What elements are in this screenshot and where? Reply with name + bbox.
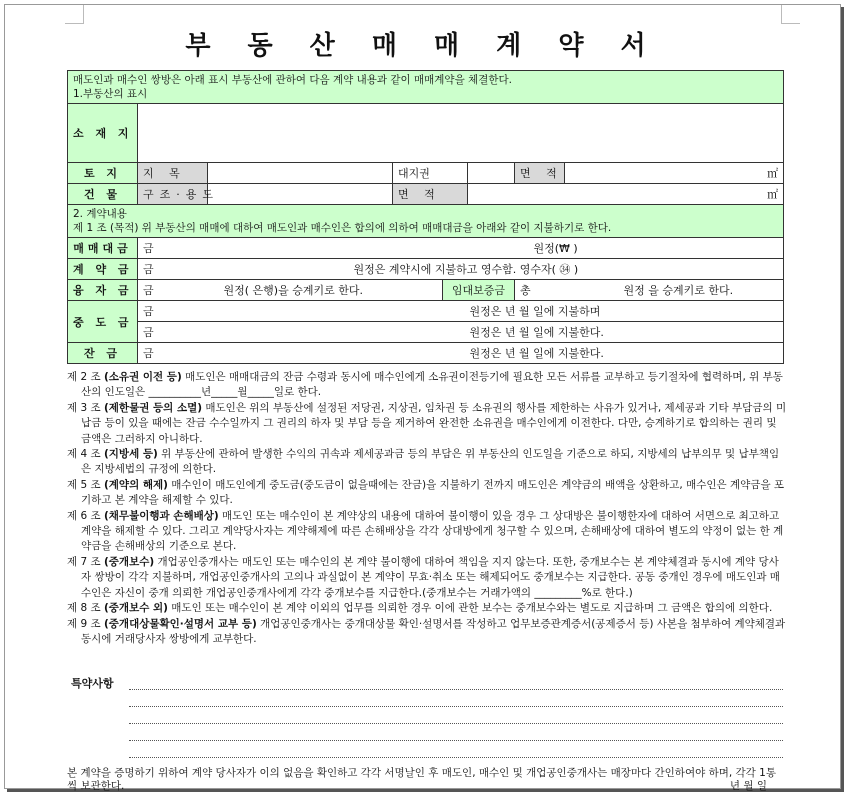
balance-label: 잔 금 [68,343,138,364]
clause-text: 매도인 또는 매수인이 본 계약 이외의 업무를 의뢰한 경우 이에 관한 보수는 중개보수와는 별도로 지급하며 그 금액은 합의에 의한다. [167,602,773,615]
lease-text: 원정 을 승계키로 한다. [623,284,734,297]
closing-text: 본 계약을 증명하기 위하여 계약 당사자가 이의 없음을 확인하고 각각 서명날인 후 매도인, 매수인 및 개업공인중개사는 매장마다 간인하여야 하며, 각각 1통씩 보관한다. [67,767,776,792]
land-area-field[interactable] [565,163,784,184]
loan-text: 원정( 은행)을 승계키로 한다. [223,284,363,297]
clause-number: 제 9 조 [67,617,104,630]
land-label: 토 지 [68,163,138,184]
middle-field-2[interactable] [138,322,784,343]
clause-number: 제 5 조 [67,478,104,491]
special-terms-label: 특약사항 [71,677,114,690]
clause-number: 제 7 조 [67,555,104,568]
clause-text: 매수인이 매도인에게 중도금(중도금이 없을때에는 잔금)을 지불하기 전까지 매도인은 계약금의 배액을 상환하고, 매수인은 계약금을 포기하고 본 계약을 해제할 수 있다. [81,478,785,507]
intro-cell [68,71,784,104]
clause-3 [67,401,787,447]
daejigwon-label: 대지권 [393,163,468,184]
price-field[interactable] [138,238,784,259]
middle-text-2: 원정은 년 월 일에 지불한다. [469,326,604,339]
clause-6 [67,509,787,555]
middle-label: 중 도 금 [68,301,138,343]
clause-title: (중개보수 외) [103,602,168,615]
clause-2 [67,370,787,401]
structure-label: 구조·용도 [138,184,208,205]
location-label: 소 재 지 [68,104,138,163]
clause-8 [67,601,787,616]
clause-title: (제한물권 등의 소멸) [103,401,203,414]
clause-text: 매도인은 매매대금의 잔금 수령과 동시에 매수인에게 소유권이전등기에 필요한 모든 서류를 교부하고 등기절차에 협력하며, 위 부동산의 인도일은 __________년_____월_____일로 한다. [81,371,783,399]
deposit-field[interactable] [138,259,784,280]
middle-text-1: 원정은 년 월 일에 지불하며 [469,305,601,318]
price-label: 매매대금 [68,238,138,259]
special-terms-line[interactable] [129,757,783,758]
clause-text: 위 부동산에 관하여 발생한 수익의 귀속과 제세공과금 등의 부담은 위 부동산의 인도일을 기준으로 하되, 지방세의 납부의무 및 납부책임은 지방세법의 규정에 의한다. [81,448,780,476]
clauses-block [67,370,787,647]
clause-number: 제 3 조 [67,401,104,414]
clause-5 [67,478,787,509]
unit-sqm: ㎡ [767,167,779,180]
document-page [4,4,841,792]
clause-9 [67,617,787,648]
clause-title: (중개대상물확인·설명서 교부 등) [103,617,257,630]
special-terms-line[interactable] [129,723,783,724]
won-prefix: 금 [143,263,154,276]
clause-title: (중개보수) [103,555,155,568]
won-prefix: 금 [143,347,154,360]
clause-4 [67,447,787,478]
contract-table [67,70,784,364]
loan-field[interactable] [138,280,443,301]
section2-heading: 2. 계약내용 [73,208,127,220]
jimok-label: 지 목 [138,163,208,184]
unit-sqm: ㎡ [767,188,779,201]
clause-title: (계약의 해제) [103,478,168,491]
price-text: 원정(₩ ) [533,242,578,255]
deposit-label: 계 약 금 [68,259,138,280]
daejigwon-field[interactable] [468,163,515,184]
won-prefix: 금 [143,284,154,297]
document-title: 부 동 산 매 매 계 약 서 [185,31,660,61]
clause-7 [67,555,787,601]
closing-statement [67,767,785,793]
building-label: 건 물 [68,184,138,205]
clause-text: 개업공인중개사는 중개대상물 확인·설명서를 작성하고 업무보증관계증서(공제증서 등) 사본을 첨부하여 계약체결과 동시에 거래당사자 쌍방에게 교부한다. [81,617,789,645]
clause-1: 제 1 조 (목적) 위 부동산의 매매에 대하여 매도인과 매수인은 합의에 의하여 매매대금을 아래와 같이 지불하기로 한다. [73,222,612,234]
contract-section-cell [68,205,784,238]
clause-text: 개업공인중개사는 매도인 또는 매수인의 본 계약 불이행에 대하여 책임을 지지 않는다. 또한, 중개보수는 본 계약체결과 동시에 계약 당사자 쌍방이 각각 지불하며, 개업공인중개사의 고의나 과실없이 본 계약이 무효·취소 또는 해제되어도 중개보수는 지급한다. 공동 중개인 경우에 매도인과 매수인은 자신이 중개 의뢰한 개업공인중개사에게 각각 중개보수를 지급한다.(중개보수는 거래가액의 _________%로 한다.) [81,555,780,599]
land-area-label: 면 적 [515,163,565,184]
loan-label: 융 자 금 [68,280,138,301]
special-terms-line[interactable] [129,740,783,741]
special-terms-line[interactable] [129,706,783,707]
clause-number: 제 2 조 [67,371,104,383]
crop-mark [65,5,84,24]
closing-date: 년 월 일 [729,780,767,792]
clause-text: 매도인 또는 매수인이 본 계약상의 내용에 대하여 불이행이 있을 경우 그 상대방은 불이행한자에 대하여 서면으로 최고하고 계약을 해제할 수 있다. 그리고 계약당사자는 계약해제에 따른 손해배상을 각각 상대방에게 청구할 수 있으며, 손해배상에 대하여 별도의 약정이 없는 한 계약금을 손해배상의 기준으로 본다. [81,509,784,553]
crop-mark [781,5,800,24]
jimok-field[interactable] [208,163,393,184]
balance-text: 원정은 년 월 일에 지불한다. [469,347,604,360]
section1-heading: 1.부동산의 표시 [73,88,148,100]
won-prefix: 금 [143,242,154,255]
structure-field[interactable] [208,184,393,205]
lease-total-prefix: 총 [520,284,531,297]
building-area-label: 면 적 [393,184,468,205]
clause-number: 제 8 조 [67,602,104,615]
balance-field[interactable] [138,343,784,364]
lease-deposit-label: 임대보증금 [443,280,515,301]
deposit-text: 원정은 계약시에 지불하고 영수함. 영수자( ㉞ ) [353,263,579,276]
clause-text: 매도인은 위의 부동산에 설정된 저당권, 지상권, 임차권 등 소유권의 행사를 제한하는 사유가 있거나, 제세공과 기타 부담금의 미납금 등이 있을 때에는 잔금 수수일까지 그 권리의 하자 및 부담 등을 제거하여 완전한 소유권을 매수인에게 이전한다. 다만, 승계하기로 합의하는 권리 및 금액은 그러하지 아니하다. [81,401,787,445]
building-area-field[interactable] [468,184,784,205]
won-prefix: 금 [143,326,154,339]
special-terms-line[interactable] [129,689,783,690]
location-field[interactable] [138,104,784,163]
clause-title: (지방세 등) [103,448,158,461]
middle-field-1[interactable] [138,301,784,322]
intro-text: 매도인과 매수인 쌍방은 아래 표시 부동산에 관하여 다음 계약 내용과 같이 매매계약을 체결한다. [73,74,512,86]
clause-number: 제 6 조 [67,509,104,522]
clause-title: (소유권 이전 등) [103,371,182,383]
won-prefix: 금 [143,305,154,318]
clause-title: (채무불이행과 손해배상) [103,509,219,522]
clause-number: 제 4 조 [67,448,104,461]
lease-deposit-field[interactable] [515,280,784,301]
